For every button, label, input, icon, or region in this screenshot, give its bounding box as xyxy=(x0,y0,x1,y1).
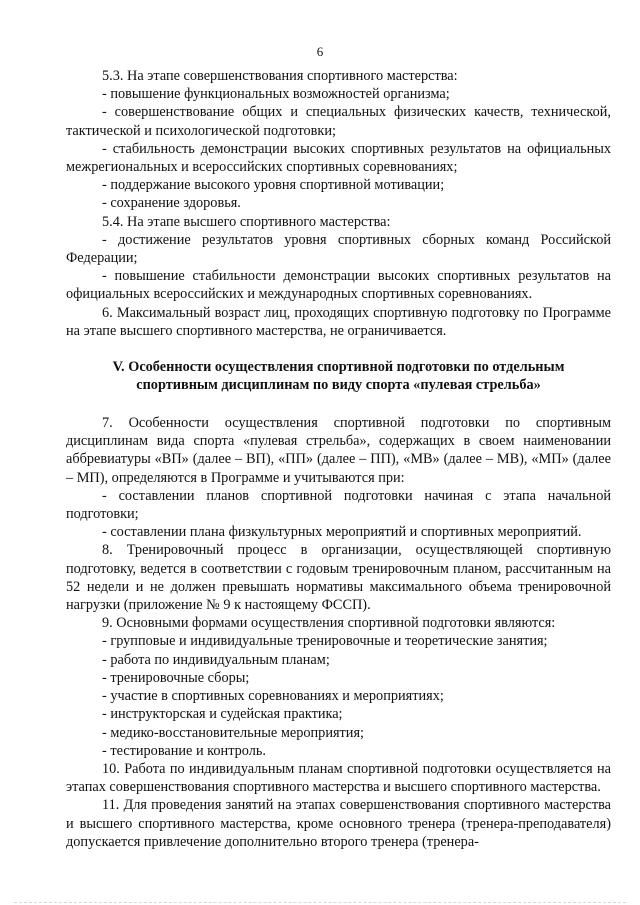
section-v-heading xyxy=(66,358,611,394)
paragraph-9-item: - тренировочные сборы; xyxy=(102,669,250,686)
section-5-3-item: - сохранение здоровья. xyxy=(102,195,241,212)
section-v-heading-line-2: спортивным дисциплинам по виду спорта «пулевая стрельба» xyxy=(136,377,541,394)
paragraph-9-item: - тестирование и контроль. xyxy=(102,742,266,759)
section-5-3-item: - повышение функциональных возможностей организма; xyxy=(102,86,450,103)
paragraph-9: 9. Основными формами осуществления спортивной подготовки являются: xyxy=(102,615,556,632)
paragraph-11: 11. Для проведения занятий на этапах совершенствования спортивного мастерства и высшего спортивного мастерства, кроме основного тренера (тренера-преподавателя) допускается привлечение дополнительно второго тренера (тренера- xyxy=(66,797,611,850)
section-v-heading-line-1: V. Особенности осуществления спортивной подготовки по отдельным xyxy=(112,359,565,376)
paragraph-8: 8. Тренировочный процесс в организации, осуществляющей спортивную подготовку, ведется в соответствии с годовым тренировочным планом, рассчитанным на 52 недели и не должен превышать нормативы максимального объема тренировочной нагрузки (приложение № 9 к настоящему ФССП). xyxy=(66,542,611,614)
paragraph-7: 7. Особенности осуществления спортивной подготовки по спортивным дисциплинам вида спорта «пулевая стрельба», содержащих в своем наименовании аббревиатуры «ВП» (далее – ВП), «ПП» (далее – ПП), «МВ» (далее – МВ), «МП» (далее – МП), определяются в Программе и учитываются при: xyxy=(66,415,611,486)
section-5-4-title: 5.4. На этапе высшего спортивного мастерства: xyxy=(102,213,391,230)
paragraph-9-item: - медико-восстановительные мероприятия; xyxy=(102,724,365,741)
section-5-3-item: - поддержание высокого уровня спортивной мотивации; xyxy=(102,177,445,194)
paragraph-7-item: - составлении плана физкультурных мероприятий и спортивных мероприятий. xyxy=(102,524,582,541)
paragraph-9-item: - групповые и индивидуальные тренировочные и теоретические занятия; xyxy=(102,633,548,650)
section-5-4-item: - достижение результатов уровня спортивных сборных команд Российской Федерации; xyxy=(66,231,611,267)
paragraph-9-item: - работа по индивидуальным планам; xyxy=(102,651,330,668)
section-5-3-title: 5.3. На этапе совершенствования спортивного мастерства: xyxy=(102,68,458,84)
section-5-3-item: - совершенствование общих и специальных физических качеств, технической, тактической и психологической подготовки; xyxy=(66,104,611,139)
paragraph-9-item: - инструкторская и судейская практика; xyxy=(102,706,343,723)
document-body xyxy=(66,67,611,851)
paragraph-7-item: - составлении планов спортивной подготовки начиная с этапа начальной подготовки; xyxy=(66,487,611,523)
paragraph-9-item: - участие в спортивных соревнованиях и мероприятиях; xyxy=(102,688,444,705)
paragraph-10: 10. Работа по индивидуальным планам спортивной подготовки осуществляется на этапах совершенствования спортивного мастерства и высшего спортивного мастерства. xyxy=(66,760,611,796)
section-5-4-item: - повышение стабильности демонстрации высоких спортивных результатов на официальных всероссийских и международных спортивных соревнованиях. xyxy=(66,268,611,303)
scan-edge-line xyxy=(14,902,626,903)
section-5-3-item: - стабильность демонстрации высоких спортивных результатов на официальных межрегиональных и всероссийских спортивных соревнованиях; xyxy=(66,140,611,176)
page-number: 6 xyxy=(316,44,324,59)
paragraph-6: 6. Максимальный возраст лиц, проходящих спортивную подготовку по Программе на этапе высшего спортивного мастерства, не ограничивается. xyxy=(66,304,611,339)
